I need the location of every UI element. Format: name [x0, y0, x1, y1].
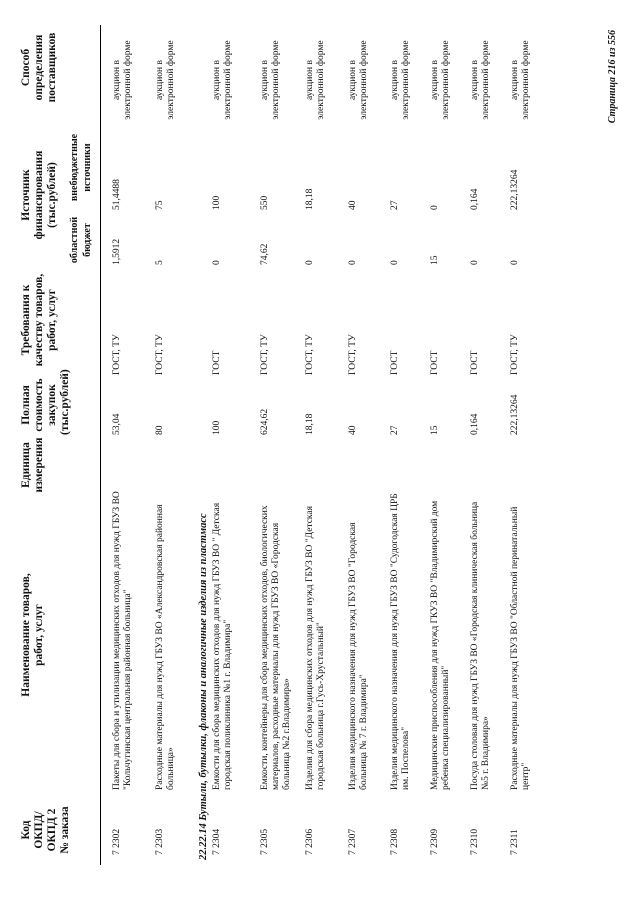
- table-row-code: 7 2308: [390, 828, 400, 855]
- table-row-extrabudget: 40: [348, 200, 358, 210]
- table-row-name: Расходные материалы для нужд ГБУЗ ВО "Областной перинатальный центр": [510, 506, 531, 790]
- table-row-cost: 624,62: [260, 408, 270, 435]
- table-row-code: 7 2311: [510, 829, 520, 855]
- table-row-method: аукцион в электронной форме: [305, 40, 326, 120]
- header-name: Наименование товаров, работ, услуг: [20, 573, 45, 697]
- table-row-regional: 1,5912: [112, 238, 122, 265]
- table-row-method: аукцион в электронной форме: [390, 40, 411, 120]
- header-code: Код ОКПД/ ОКПД 2 № заказа: [20, 806, 71, 854]
- table-row-method: аукцион в электронной форме: [430, 40, 451, 120]
- table-row-requirements: ГОСТ, ТУ: [155, 334, 165, 375]
- table-row-regional: 15: [430, 255, 440, 265]
- table-row-name: Медицинские приспособления для нужд ГКУЗ ВО "Владимирский дом ребенка специализированный": [430, 500, 451, 790]
- group-label: 22.22.14 Бутыли, бутылки, флаконы и аналогичные изделия из пластмасс: [198, 513, 209, 860]
- table-row-code: 7 2303: [155, 828, 165, 855]
- table-row-requirements: ГОСТ, ТУ: [305, 334, 315, 375]
- table-row-extrabudget: 550: [260, 195, 270, 210]
- table-row-method: аукцион в электронной форме: [470, 40, 491, 120]
- table-row-requirements: ГОСТ: [212, 350, 222, 375]
- table-row-name: Изделия медицинского назначения для нужд ГБУЗ ВО "Городская больница № 7 г. Владимира": [348, 522, 369, 790]
- table-row-requirements: ГОСТ: [390, 350, 400, 375]
- table-row-regional: 0: [470, 260, 480, 265]
- header-unit: Единица измерения: [20, 437, 45, 493]
- table-row-extrabudget: 222,13264: [510, 169, 520, 210]
- table-row-cost: 15: [430, 425, 440, 435]
- table-row-cost: 80: [155, 425, 165, 435]
- table-row-cost: 53,04: [112, 413, 122, 435]
- table-row-regional: 0: [212, 260, 222, 265]
- header-rule: [100, 25, 101, 865]
- table-row-method: аукцион в электронной форме: [348, 40, 369, 120]
- table-row-requirements: ГОСТ, ТУ: [510, 334, 520, 375]
- table-row-extrabudget: 0,164: [470, 188, 480, 210]
- table-row-regional: 0: [510, 260, 520, 265]
- table-row-extrabudget: 100: [212, 195, 222, 210]
- table-row-name: Емкости для сбора медицинских отходов для нужд ГБУЗ ВО " Детская городская поликлиника №1 г. Владимира": [212, 502, 233, 790]
- table-row-requirements: ГОСТ, ТУ: [348, 334, 358, 375]
- table-row-extrabudget: 18,18: [305, 188, 315, 210]
- header-method: Способ определения поставщиков: [20, 32, 58, 103]
- table-row-extrabudget: 0: [430, 205, 440, 210]
- header-funding: Источник финансирования (тыс.рублей): [20, 150, 58, 240]
- table-row-name: Посуда столовая для нужд ГБУЗ ВО «Городская клиническая больница №5 г. Владимира»: [470, 501, 491, 790]
- table-row-method: аукцион в электронной форме: [260, 40, 281, 120]
- table-row-requirements: ГОСТ: [430, 350, 440, 375]
- table-row-method: аукцион в электронной форме: [155, 40, 176, 120]
- table-row-method: аукцион в электронной форме: [212, 40, 233, 120]
- table-row-code: 7 2306: [305, 828, 315, 855]
- table-row-regional: 0: [348, 260, 358, 265]
- header-requirements: Требования к качеству товаров, работ, услуг: [20, 273, 58, 367]
- header-cost: Полная стоимость закупок (тыс.рублей): [20, 369, 71, 435]
- page-number: Страница 216 из 556: [607, 30, 618, 124]
- table-row-code: 7 2304: [212, 828, 222, 855]
- table-row-code: 7 2307: [348, 828, 358, 855]
- table-row-name: Изделия для сбора медицинских отходов для нужд ГБУЗ ВО "Детская городская больница г.Гусь-Хрустальный": [305, 506, 326, 790]
- table-row-cost: 222,13264: [510, 394, 520, 435]
- table-row-name: Изделия медицинского назначения для нужд ГБУЗ ВО "Судогодская ЦРБ им. Поспелова": [390, 493, 411, 790]
- header-regional-budget: областной бюджет: [69, 216, 93, 264]
- table-row-code: 7 2310: [470, 828, 480, 855]
- table-row-extrabudget: 27: [390, 200, 400, 210]
- table-row-regional: 74,62: [260, 243, 270, 265]
- table-row-cost: 40: [348, 425, 358, 435]
- table-row-cost: 27: [390, 425, 400, 435]
- table-row-code: 7 2302: [112, 828, 122, 855]
- table-row-code: 7 2305: [260, 828, 270, 855]
- table-row-method: аукцион в электронной форме: [510, 40, 531, 120]
- table-row-code: 7 2309: [430, 828, 440, 855]
- table-row-cost: 18,18: [305, 413, 315, 435]
- table-row-cost: 0,164: [470, 413, 480, 435]
- table-row-regional: 5: [155, 260, 165, 265]
- table-row-regional: 0: [305, 260, 315, 265]
- table-row-name: Емкости, контейнеры для сбора медицинских отходов, биологических материалов, расходные материалы для нужд ГБУЗ ВО «Городская больница №2 г.Владимира»: [260, 505, 292, 790]
- table-row-requirements: ГОСТ: [470, 350, 480, 375]
- table-row-name: Пакеты для сбора и утилизации медицинских отходов для нужд ГБУЗ ВО "Кольчугинская центральная районная больница": [112, 491, 133, 790]
- table-row-extrabudget: 75: [155, 200, 165, 210]
- table-row-requirements: ГОСТ, ТУ: [112, 334, 122, 375]
- table-row-cost: 100: [212, 420, 222, 435]
- table-row-extrabudget: 51,4488: [112, 179, 122, 210]
- table-row-method: аукцион в электронной форме: [112, 40, 133, 120]
- table-row-regional: 0: [390, 260, 400, 265]
- table-row-name: Расходные материалы для нужд ГБУЗ ВО «Александровская районная больница»: [155, 504, 176, 790]
- table-row-requirements: ГОСТ, ТУ: [260, 334, 270, 375]
- header-extrabudget: внебюджетные источники: [69, 133, 93, 202]
